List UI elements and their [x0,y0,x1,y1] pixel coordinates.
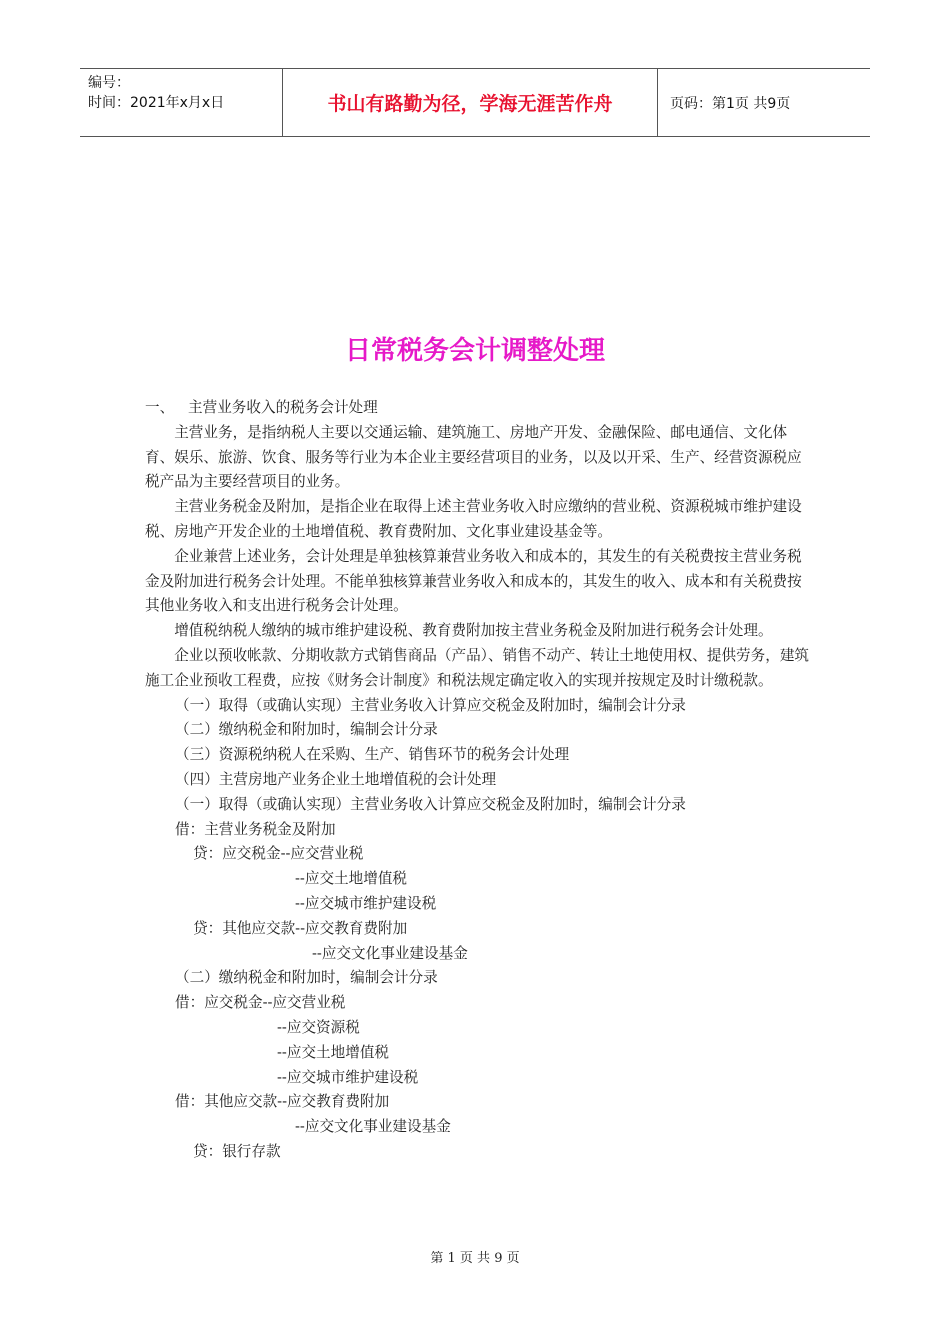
header-motto: 书山有路勤为径，学海无涯苦作舟 [327,93,613,115]
list-item: （一）取得（或确认实现）主营业务收入计算应交税金及附加时，编制会计分录 [175,696,686,714]
journal-subaccount: --应交城市维护建设税 [277,1068,419,1086]
header-divider [657,69,658,136]
list-item: （一）取得（或确认实现）主营业务收入计算应交税金及附加时，编制会计分录 [175,795,686,813]
page-header [80,68,870,137]
journal-credit: 贷：应交税金--应交营业税 [193,845,364,863]
journal-subaccount: --应交城市维护建设税 [295,894,437,912]
journal-credit: 贷：银行存款 [193,1142,281,1160]
list-item: （四）主营房地产业务企业土地增值税的会计处理 [175,770,497,788]
section-number: 一、 [145,399,175,416]
journal-subaccount: --应交文化事业建设基金 [312,944,468,962]
document-body [145,396,810,1165]
paragraph: 主营业务，是指纳税人主要以交通运输、建筑施工、房地产开发、金融保险、邮电通信、文化体育、娱乐、旅游、饮食、服务等行业为本企业主要经营项目的业务，以及以开采、生产、经营资源税应税产品为主要经营项目的业务。 [145,423,802,491]
journal-debit: 借：主营业务税金及附加 [175,820,336,838]
page-label: 页码：第1页 共9页 [670,95,791,112]
paragraph: 主营业务税金及附加，是指企业在取得上述主营业务收入时应缴纳的营业税、资源税城市维护建设税、房地产开发企业的土地增值税、教育费附加、文化事业建设基金等。 [145,498,802,540]
journal-subaccount: --应交资源税 [277,1018,360,1036]
header-page-label [664,69,870,136]
time-label: 时间：2021年x月x日 [88,95,225,111]
journal-subaccount: --应交文化事业建设基金 [295,1118,451,1136]
page-footer: 第 1 页 共 9 页 [430,1251,520,1266]
paragraph: 企业兼营上述业务，会计处理是单独核算兼营业务收入和成本的，其发生的有关税费按主营业务税金及附加进行税务会计处理。不能单独核算兼营业务收入和成本的，其发生的收入、成本和有关税费按其他业务收入和支出进行税务会计处理。 [145,547,802,615]
journal-debit: 借：应交税金--应交营业税 [175,994,346,1012]
journal-credit: 贷：其他应交款--应交教育费附加 [193,919,408,937]
header-meta [88,73,278,113]
paragraph: 增值税纳税人缴纳的城市维护建设税、教育费附加按主营业务税金及附加进行税务会计处理。 [174,622,773,640]
section-heading [145,396,810,421]
journal-subaccount: --应交土地增值税 [277,1043,390,1061]
journal-debit: 借：其他应交款--应交教育费附加 [175,1093,390,1111]
section-title: 主营业务收入的税务会计处理 [188,399,378,416]
list-item: （二）缴纳税金和附加时，编制会计分录 [175,969,438,987]
list-item: （三）资源税纳税人在采购、生产、销售环节的税务会计处理 [175,746,570,764]
document-title: 日常税务会计调整处理 [344,336,605,366]
list-item: （二）缴纳税金和附加时，编制会计分录 [175,721,438,739]
journal-subaccount: --应交土地增值税 [295,870,408,888]
paragraph: 企业以预收帐款、分期收款方式销售商品（产品）、销售不动产、转让土地使用权、提供劳务，建筑施工企业预收工程费，应按《财务会计制度》和税法规定确定收入的实现并按规定及时计缴税款。 [145,646,810,689]
number-label: 编号： [88,75,130,91]
